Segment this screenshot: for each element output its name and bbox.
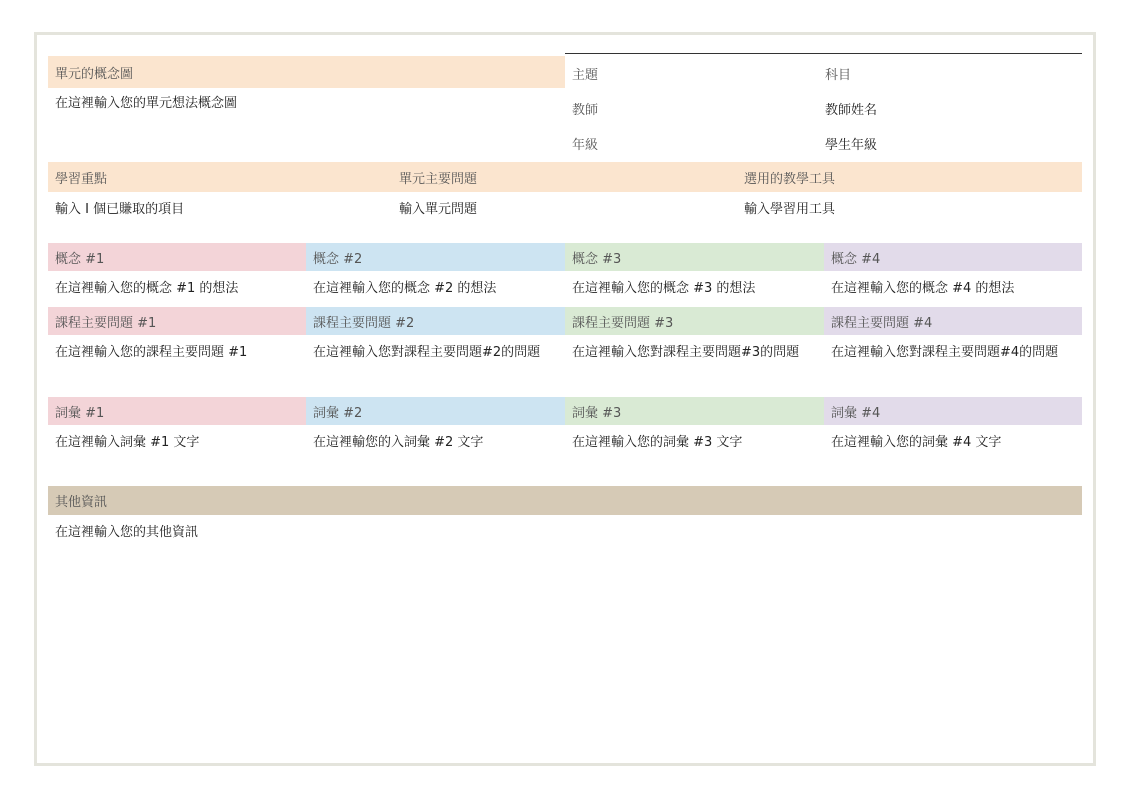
learning-focus-text[interactable]: 輸入 I 個已賺取的項目	[55, 202, 185, 217]
unit-question-header: 單元主要問題	[392, 162, 737, 192]
other-info-header: 其他資訊	[48, 486, 1082, 515]
concept-2-header: 概念 #2	[306, 243, 565, 271]
vocab-2-text[interactable]: 在這裡輸您的入詞彙 #2 文字	[313, 435, 484, 450]
question-2-text[interactable]: 在這裡輸入您對課程主要問題#2的問題	[313, 345, 541, 360]
vocab-4-header: 詞彙 #4	[824, 397, 1082, 425]
concept-1-header: 概念 #1	[48, 243, 306, 271]
teacher-label: 教師	[572, 103, 599, 118]
other-info-text[interactable]: 在這裡輸入您的其他資訊	[55, 525, 199, 540]
teaching-tools-header: 選用的教學工具	[737, 162, 1082, 192]
unit-map-header: 單元的概念圖	[48, 56, 565, 88]
concept-2-text[interactable]: 在這裡輸入您的概念 #2 的想法	[313, 281, 497, 296]
concept-4-header: 概念 #4	[824, 243, 1082, 271]
vocab-1-text[interactable]: 在這裡輸入詞彙 #1 文字	[55, 435, 200, 450]
vocab-1-header: 詞彙 #1	[48, 397, 306, 425]
subject-label[interactable]: 科目	[825, 68, 852, 83]
question-1-text[interactable]: 在這裡輸入您的課程主要問題 #1	[55, 345, 248, 360]
concept-3-header: 概念 #3	[565, 243, 824, 271]
concept-4-text[interactable]: 在這裡輸入您的概念 #4 的想法	[831, 281, 1015, 296]
concept-1-text[interactable]: 在這裡輸入您的概念 #1 的想法	[55, 281, 239, 296]
concept-3-text[interactable]: 在這裡輸入您的概念 #3 的想法	[572, 281, 756, 296]
unit-question-text[interactable]: 輸入單元問題	[399, 202, 478, 217]
info-top-rule	[565, 53, 1082, 54]
vocab-3-text[interactable]: 在這裡輸入您的詞彙 #3 文字	[572, 435, 743, 450]
vocab-2-header: 詞彙 #2	[306, 397, 565, 425]
unit-map-text[interactable]: 在這裡輸入您的單元想法概念圖	[55, 96, 238, 111]
learning-focus-header: 學習重點	[48, 162, 392, 192]
vocab-4-text[interactable]: 在這裡輸入您的詞彙 #4 文字	[831, 435, 1002, 450]
teacher-name-field[interactable]: 教師姓名	[825, 103, 878, 118]
question-4-header: 課程主要問題 #4	[824, 307, 1082, 335]
teaching-tools-text[interactable]: 輸入學習用工具	[744, 202, 836, 217]
question-2-header: 課程主要問題 #2	[306, 307, 565, 335]
question-3-text[interactable]: 在這裡輸入您對課程主要問題#3的問題	[572, 345, 800, 360]
grade-label: 年級	[572, 137, 599, 153]
question-1-header: 課程主要問題 #1	[48, 307, 306, 335]
question-4-text[interactable]: 在這裡輸入您對課程主要問題#4的問題	[831, 345, 1059, 360]
question-3-header: 課程主要問題 #3	[565, 307, 824, 335]
vocab-3-header: 詞彙 #3	[565, 397, 824, 425]
grade-field[interactable]: 學生年級	[825, 137, 878, 153]
topic-label[interactable]: 主題	[572, 68, 599, 83]
